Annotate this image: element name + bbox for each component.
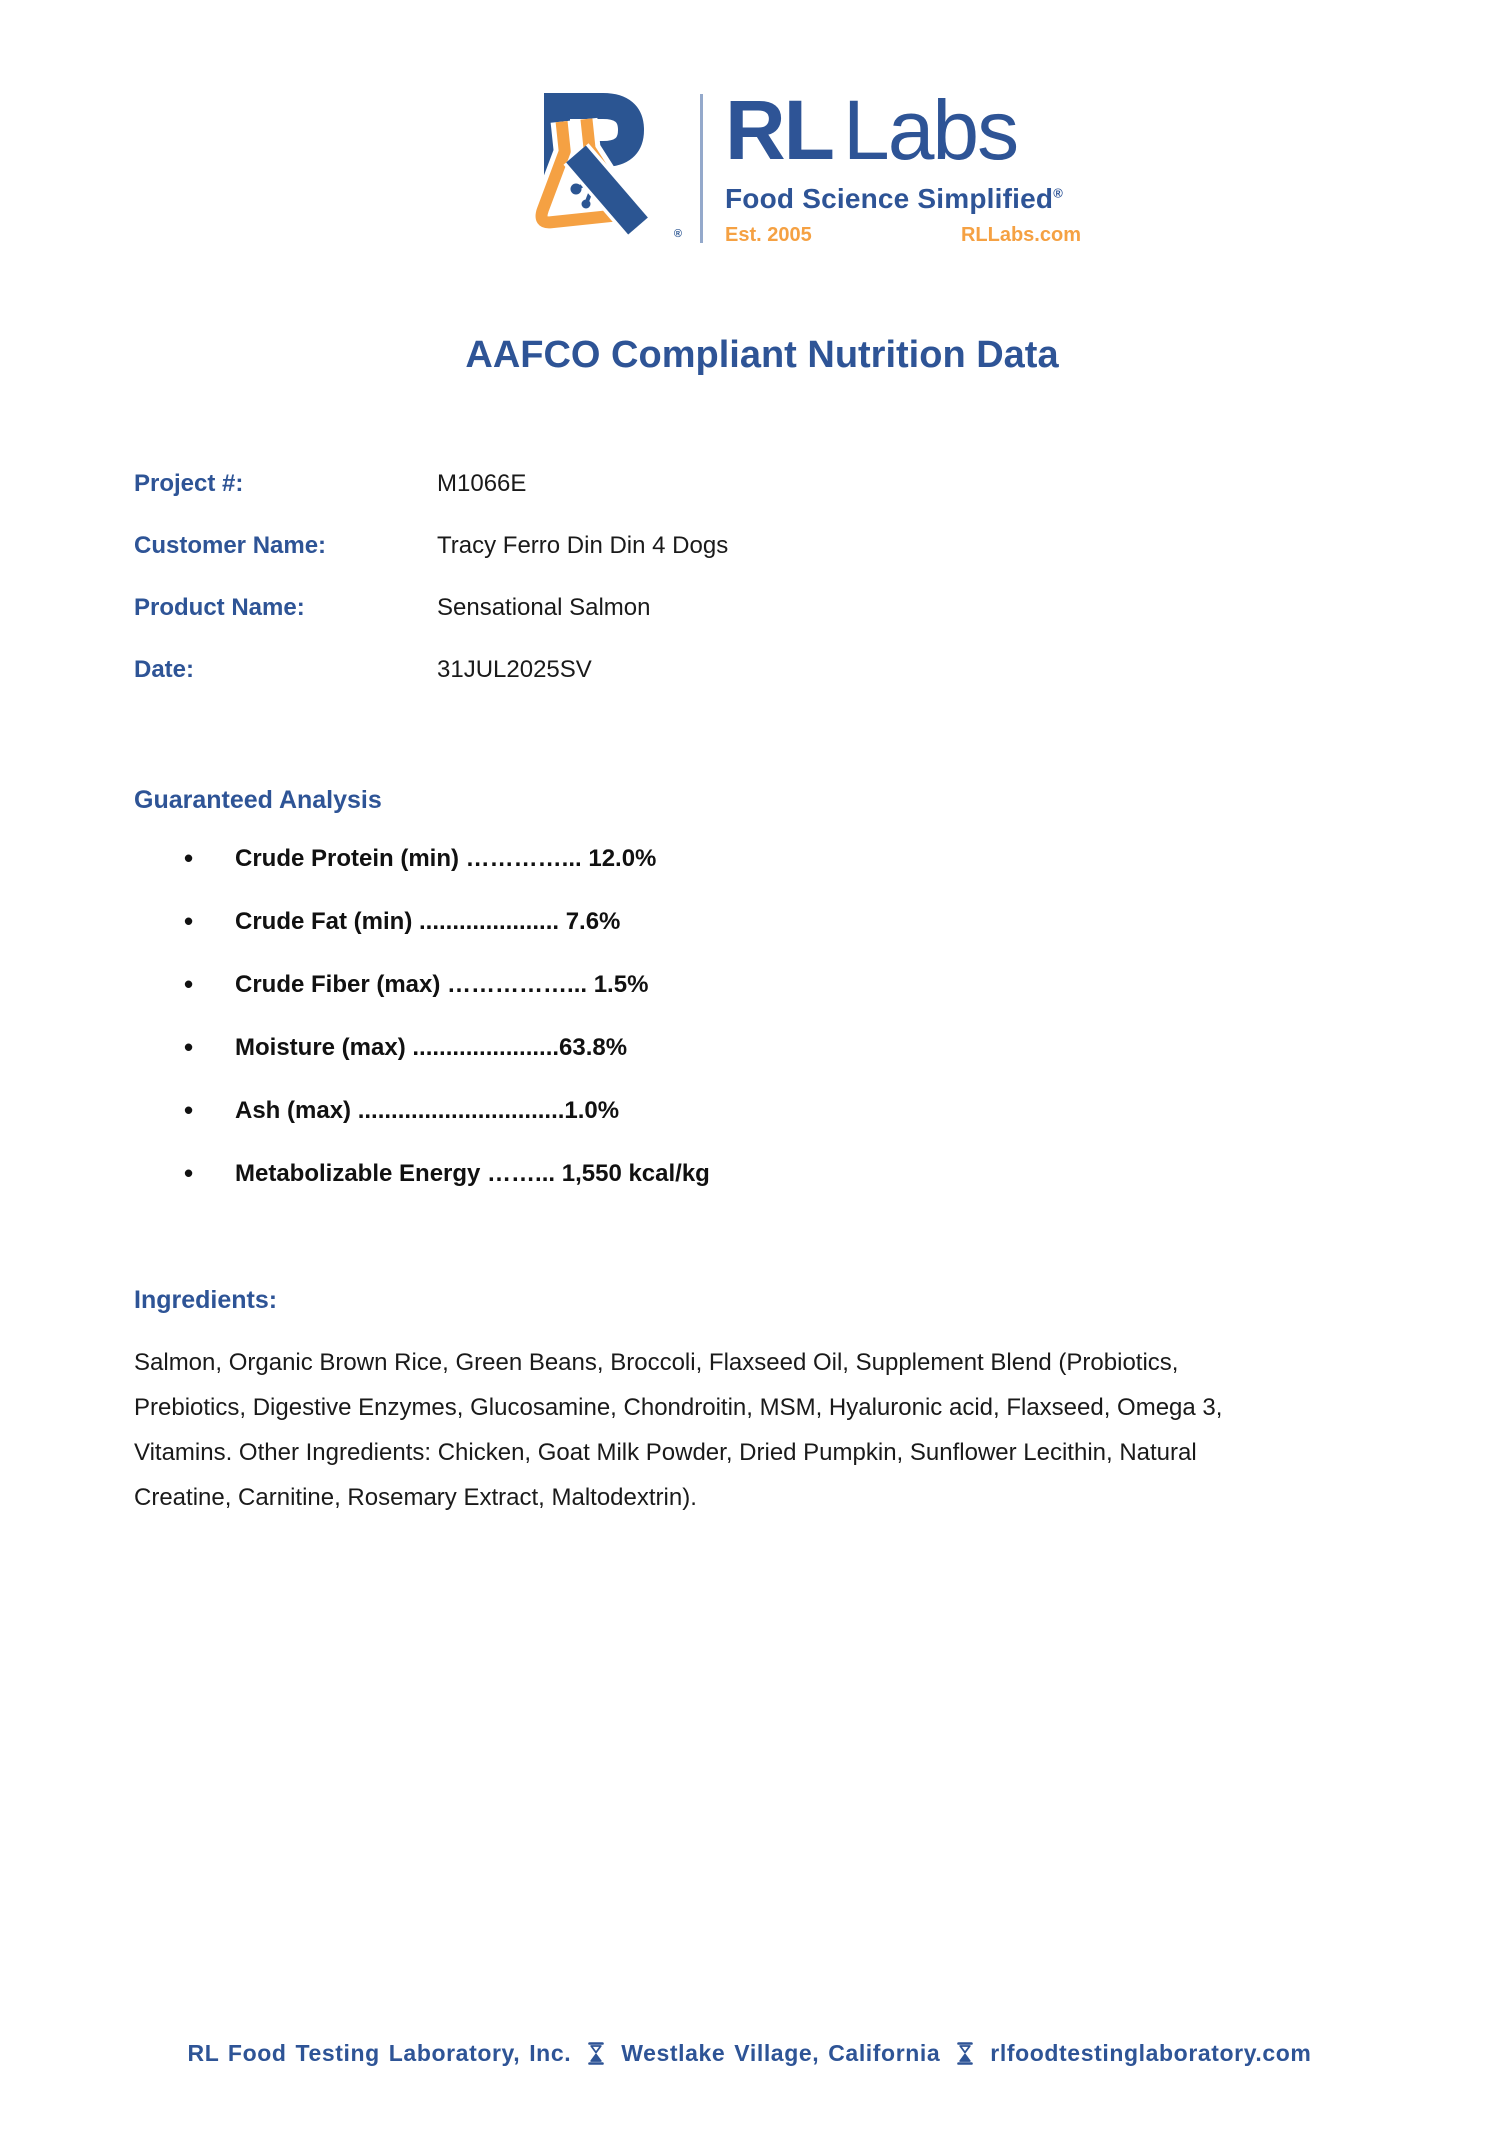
project-info	[134, 470, 728, 718]
analysis-item-crude-protein: • Crude Protein (min) …………... 12.0%	[134, 845, 710, 908]
analysis-item-crude-fiber: • Crude Fiber (max) ……………... 1.5%	[134, 971, 710, 1034]
info-row-project	[134, 470, 728, 532]
analysis-item-ash: • Ash (max) ...............................1.0%	[134, 1097, 710, 1160]
flask-r-logo-icon	[510, 92, 682, 242]
footer-website-text: rlfoodtestinglaboratory.com	[990, 2040, 1312, 2066]
date-value: 31JUL2025SV	[437, 656, 592, 683]
date-label: Date:	[134, 656, 195, 683]
ingredients-line: Salmon, Organic Brown Rice, Green Beans, Broccoli, Flaxseed Oil, Supplement Blend (Probiotics,	[134, 1349, 1179, 1376]
product-name-label: Product Name:	[134, 594, 305, 621]
page-footer	[0, 2040, 1499, 2067]
logo-meta-row	[725, 224, 1081, 247]
logo-wordmark	[725, 83, 1081, 247]
brand-name-bold: RL	[725, 83, 833, 177]
project-number-label: Project #:	[134, 470, 244, 497]
registered-mark: ®	[673, 228, 682, 240]
info-row-customer	[134, 532, 728, 594]
footer-company-text: RL Food Testing Laboratory, Inc.	[187, 2040, 572, 2066]
ingredients-heading: Ingredients:	[134, 1286, 278, 1314]
customer-name-label: Customer Name:	[134, 532, 327, 559]
brand-name	[725, 83, 1081, 177]
hourglass-icon	[957, 2042, 973, 2065]
analysis-item-crude-fat: • Crude Fat (min) ..................... 7.6%	[134, 908, 710, 971]
analysis-item-metabolizable-energy: • Metabolizable Energy ……... 1,550 kcal/kg	[134, 1160, 710, 1223]
ingredients-line: Creatine, Carnitine, Rosemary Extract, Maltodextrin).	[134, 1484, 697, 1511]
established-text: Est. 2005	[725, 224, 812, 247]
project-number-value: M1066E	[437, 470, 527, 497]
footer-location-text: Westlake Village, California	[621, 2040, 941, 2066]
analysis-item-moisture: • Moisture (max) ......................63.8%	[134, 1034, 710, 1097]
guaranteed-analysis-heading: Guaranteed Analysis	[134, 786, 382, 814]
ingredients-line: Prebiotics, Digestive Enzymes, Glucosamine, Chondroitin, MSM, Hyaluronic acid, Flaxseed, Omega 3,	[134, 1394, 1223, 1421]
guaranteed-analysis-list	[134, 845, 710, 1223]
brand-tagline: Food Science Simplified®	[725, 183, 1063, 215]
tagline-registered-mark: ®	[1053, 185, 1063, 201]
customer-name-value: Tracy Ferro Din Din 4 Dogs	[437, 532, 729, 559]
logo-website-text: RLLabs.com	[960, 224, 1081, 247]
info-row-product	[134, 594, 728, 656]
ingredients-line: Vitamins. Other Ingredients: Chicken, Goat Milk Powder, Dried Pumpkin, Sunflower Lecithin, Natural	[134, 1439, 1197, 1466]
info-row-date	[134, 656, 728, 718]
hourglass-icon	[588, 2042, 604, 2065]
product-name-value: Sensational Salmon	[437, 594, 651, 621]
ingredients-paragraph	[134, 1340, 1414, 1520]
page-title: AAFCO Compliant Nutrition Data	[465, 334, 1059, 376]
brand-name-light: Labs	[842, 83, 1018, 177]
logo-divider	[700, 94, 703, 243]
company-logo	[510, 83, 1081, 247]
